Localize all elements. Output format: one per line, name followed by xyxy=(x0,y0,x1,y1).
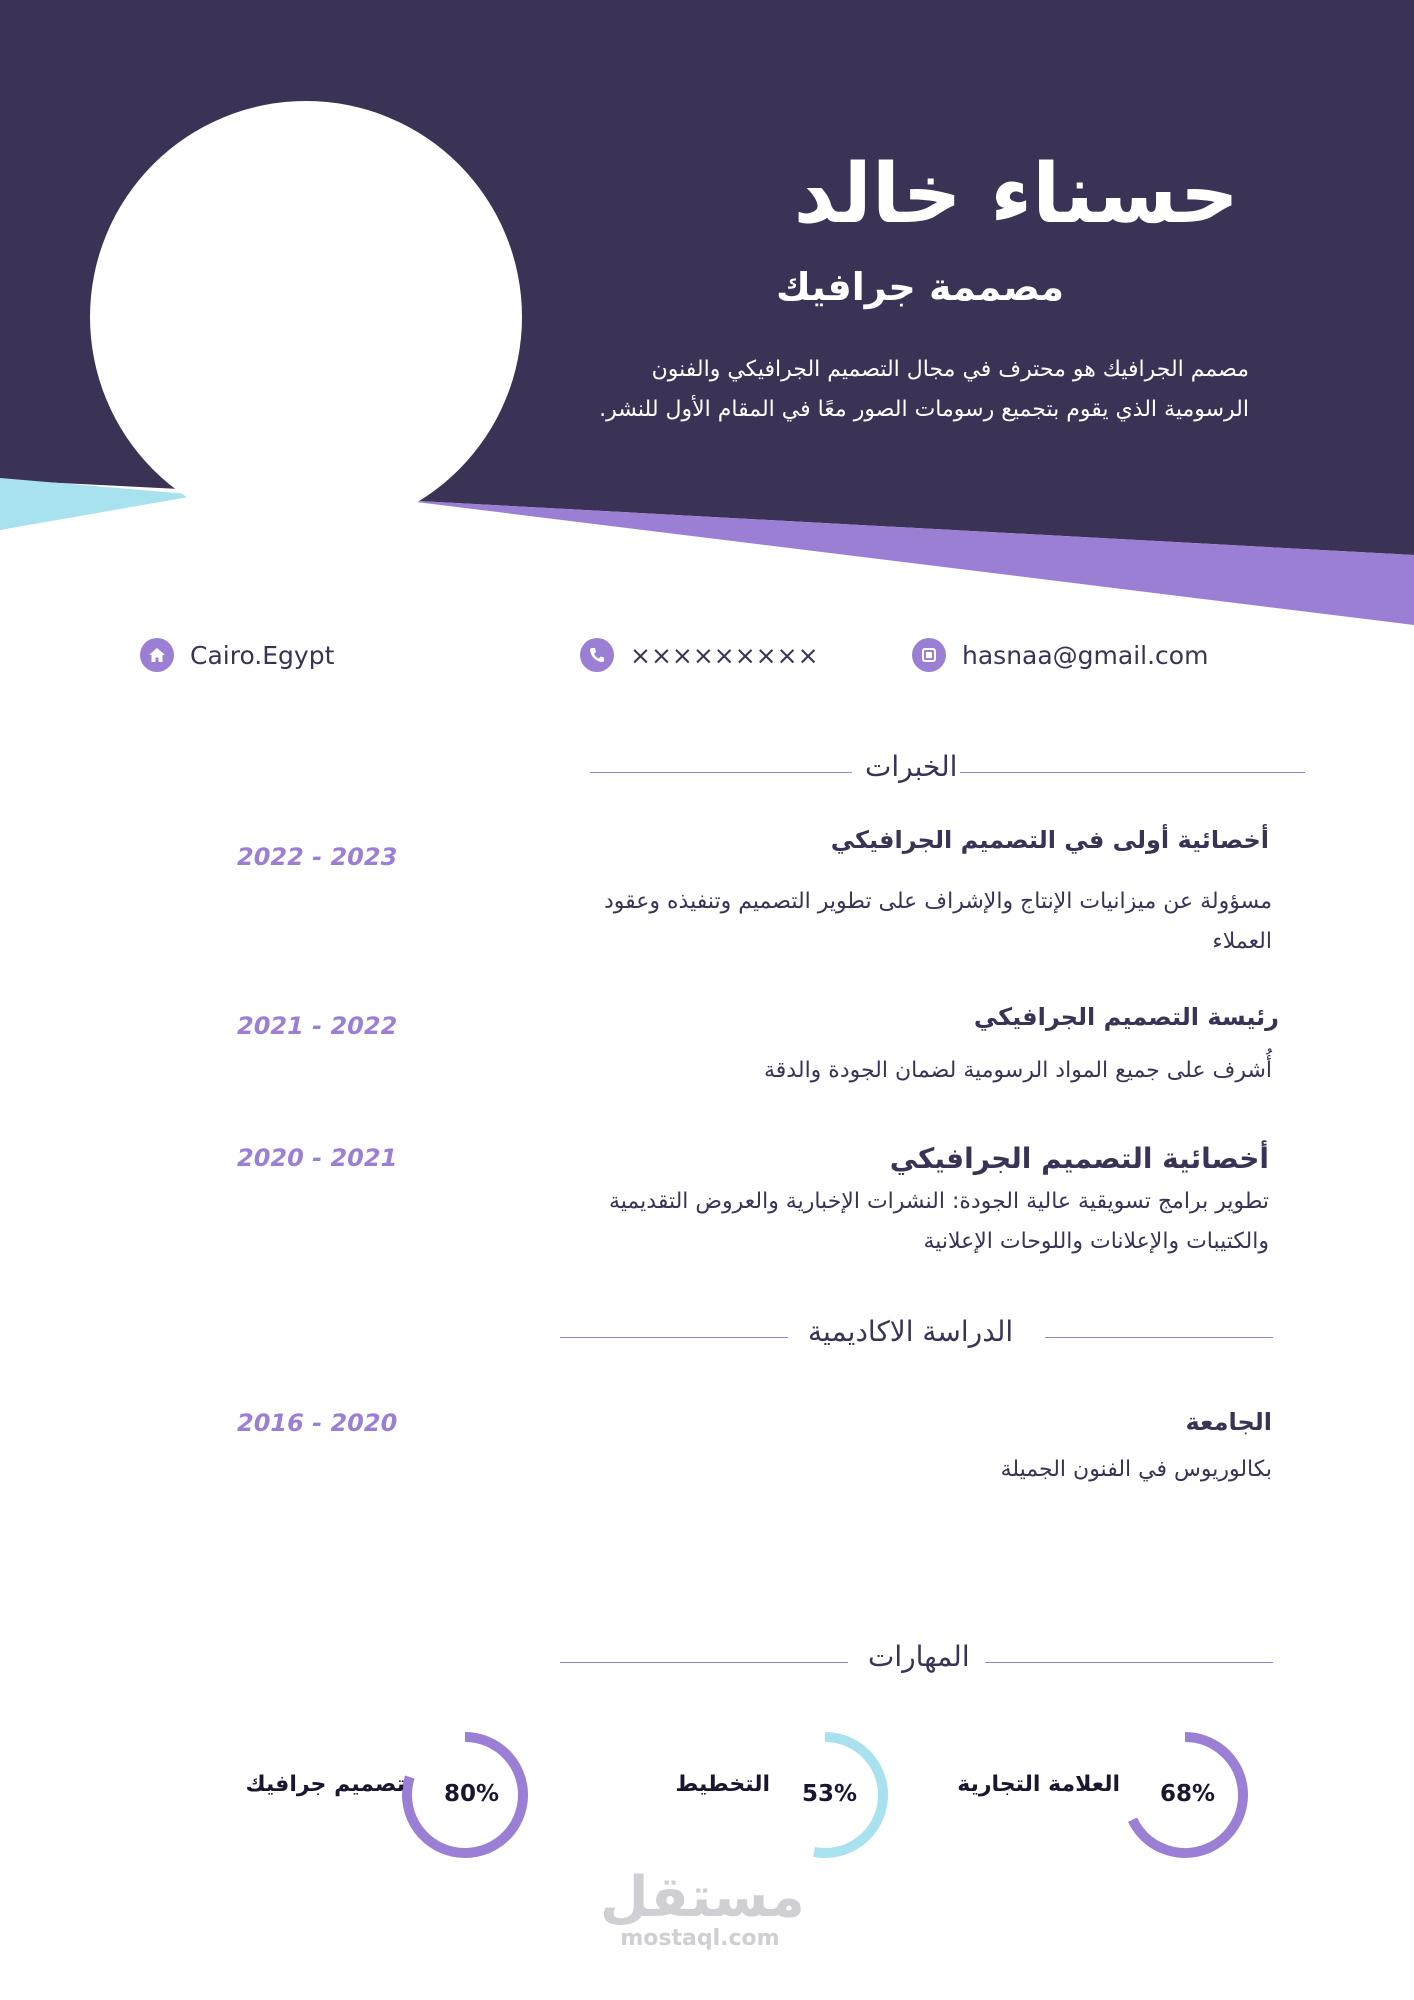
profile-photo-placeholder xyxy=(90,101,522,533)
watermark-url: mostaql.com xyxy=(620,1926,780,1951)
skill-label: تصميم جرافيك xyxy=(245,1772,405,1797)
education-item-title: الجامعة xyxy=(1185,1408,1272,1436)
experience-item-date: 2021 - 2022 xyxy=(237,1012,398,1040)
profile-summary xyxy=(549,350,1249,430)
skill-item xyxy=(957,1725,1260,1865)
experience-item-desc xyxy=(529,1182,1269,1262)
experience-item-title: أخصائية أولى في التصميم الجرافيكي xyxy=(830,826,1269,854)
person-name: حسناء خالد xyxy=(793,147,1239,242)
skill-label: التخطيط xyxy=(675,1772,770,1797)
experience-item-title: أخصائية التصميم الجرافيكي xyxy=(889,1142,1269,1175)
skill-item xyxy=(240,1725,540,1865)
skill-percent: 80% xyxy=(444,1781,500,1807)
desc-line: أُشرف على جميع المواد الرسومية لضمان الجودة والدقة xyxy=(764,1058,1272,1083)
education-item-desc: بكالوريوس في الفنون الجميلة xyxy=(1000,1457,1272,1482)
desc-line: والكتيبات والإعلانات واللوحات الإعلانية xyxy=(923,1229,1269,1254)
experience-item-desc xyxy=(532,1051,1272,1091)
contact-location xyxy=(140,635,334,675)
desc-line: تطوير برامج تسويقية عالية الجودة: النشرات الإخبارية والعروض التقديمية xyxy=(609,1189,1269,1214)
contact-phone xyxy=(580,635,819,675)
skills-section-header xyxy=(560,1640,1273,1684)
email-text: hasnaa@gmail.com xyxy=(962,640,1209,670)
skill-label: العلامة التجارية xyxy=(957,1772,1120,1797)
desc-line: مسؤولة عن ميزانيات الإنتاج والإشراف على تطوير التصميم وتنفيذه وعقود xyxy=(603,889,1272,914)
job-title: مصممة جرافيك xyxy=(775,265,1064,309)
skills-section-title: المهارات xyxy=(868,1640,970,1673)
watermark xyxy=(600,1865,805,1951)
phone-icon xyxy=(580,638,614,672)
contact-email xyxy=(912,635,1208,675)
experience-item-desc xyxy=(532,882,1272,962)
experience-section-header xyxy=(590,750,1305,794)
summary-line: مصمم الجرافيك هو محترف في مجال التصميم الجرافيكي والفنون xyxy=(651,357,1249,382)
education-item-date: 2016 - 2020 xyxy=(237,1409,398,1437)
education-section-title: الدراسة الاكاديمية xyxy=(808,1315,1014,1348)
summary-line: الرسومية الذي يقوم بتجميع رسومات الصور معًا في المقام الأول للنشر. xyxy=(599,397,1249,422)
mail-icon xyxy=(912,638,946,672)
location-text: Cairo.Egypt xyxy=(190,640,335,670)
experience-item-date: 2020 - 2021 xyxy=(237,1144,398,1172)
skill-percent: 53% xyxy=(802,1781,858,1807)
watermark-logo: مستقل xyxy=(600,1865,805,1930)
phone-text: ××××××××× xyxy=(630,640,819,670)
skill-percent: 68% xyxy=(1160,1781,1216,1807)
home-icon xyxy=(140,638,174,672)
skill-item xyxy=(640,1725,900,1865)
experience-item-title: رئيسة التصميم الجرافيكي xyxy=(973,1003,1279,1031)
header-background xyxy=(0,0,1414,640)
experience-section-title: الخبرات xyxy=(865,750,958,783)
desc-line: العملاء xyxy=(1212,929,1272,954)
education-section-header xyxy=(560,1315,1273,1359)
experience-item-date: 2022 - 2023 xyxy=(237,843,398,871)
